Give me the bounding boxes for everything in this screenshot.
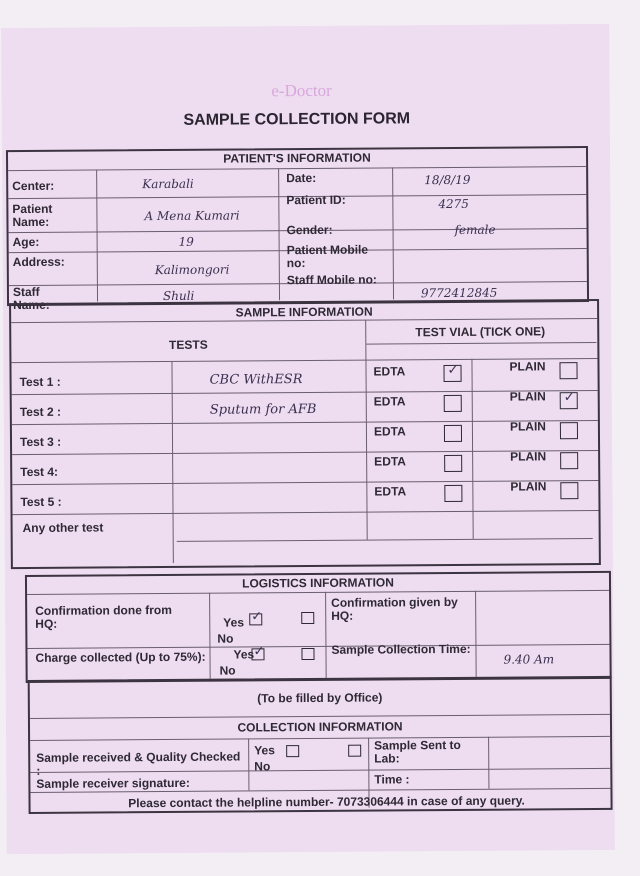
charge-yes-tick: ✓ — [253, 643, 265, 659]
office-note: (To be filled by Office) — [257, 690, 383, 706]
center-label: Center: — [12, 178, 55, 194]
address-label: Address: — [12, 254, 65, 270]
charge-label: Charge collected (Up to 75%): — [35, 649, 206, 665]
edta-label: EDTA — [373, 424, 406, 439]
confirm-done-yes: Yes — [223, 615, 245, 630]
date-value: 18/8/19 — [424, 172, 471, 188]
center-value: Karabali — [142, 176, 194, 192]
test-label: Test 5 : — [20, 494, 62, 510]
test-label: Test 2 : — [19, 404, 61, 420]
plain-checkbox[interactable] — [560, 422, 578, 439]
staff-name-value: Shuli — [162, 288, 195, 304]
received-no: No — [254, 759, 271, 774]
address-value: Kalimongori — [154, 262, 230, 278]
form-sheet — [1, 24, 615, 854]
charge-yes: Yes — [233, 647, 255, 662]
plain-label: PLAIN — [509, 359, 546, 374]
edta-checkbox[interactable] — [444, 455, 462, 472]
gender-label: Gender: — [286, 222, 333, 238]
plain-checkbox[interactable] — [560, 452, 578, 469]
time-label: Time : — [374, 772, 410, 787]
logistics-section-title: LOGISTICS INFORMATION — [242, 575, 394, 591]
patient-mobile-label: Patient Mobile no: — [286, 242, 369, 271]
confirm-done-label: Confirmation done from HQ: — [35, 602, 172, 631]
staff-name-label: Staff Name: — [12, 284, 50, 313]
patient-id-value: 4275 — [438, 196, 469, 212]
edta-label: EDTA — [374, 484, 407, 499]
patient-id-label: Patient ID: — [286, 192, 346, 208]
received-yes-checkbox[interactable] — [286, 745, 299, 757]
brand-watermark: e-Doctor — [271, 80, 332, 101]
received-no-checkbox[interactable] — [348, 745, 361, 757]
confirm-done-no: No — [217, 631, 234, 646]
edta-label: EDTA — [374, 454, 406, 469]
plain-checkbox[interactable] — [560, 482, 578, 499]
test-label: Test 1 : — [19, 374, 61, 390]
plain-label: PLAIN — [510, 479, 547, 494]
age-value: 19 — [178, 234, 194, 249]
vial-header: TEST VIAL (TICK ONE) — [415, 324, 546, 340]
plain-label: PLAIN — [509, 419, 546, 434]
plain-label: PLAIN — [509, 389, 546, 404]
form-title: SAMPLE COLLECTION FORM — [183, 110, 411, 129]
collection-time-value: 9.40 Am — [503, 652, 555, 667]
collection-time-label: Sample Collection Time: — [331, 641, 471, 657]
tests-header: TESTS — [168, 337, 208, 352]
sample-section-title: SAMPLE INFORMATION — [235, 304, 373, 320]
plain-label: PLAIN — [510, 449, 547, 464]
test-label: Test 4: — [20, 464, 59, 480]
received-label: Sample received & Quality Checked : — [36, 749, 241, 778]
edta-checkbox[interactable] — [444, 395, 462, 412]
edta-label: EDTA — [373, 364, 406, 379]
edta-label: EDTA — [373, 394, 406, 409]
signature-label: Sample receiver signature: — [36, 775, 190, 791]
edta-tick: ✓ — [447, 361, 459, 378]
collection-section-title: COLLECTION INFORMATION — [237, 719, 403, 735]
edta-checkbox[interactable] — [444, 485, 462, 502]
gender-value: female — [454, 222, 496, 237]
plain-checkbox[interactable] — [559, 362, 577, 379]
received-yes: Yes — [254, 743, 275, 758]
test-label: Test 3 : — [19, 434, 62, 450]
age-label: Age: — [12, 234, 40, 250]
test-value: Sputum for AFB — [209, 401, 317, 418]
patient-section-title: PATIENT'S INFORMATION — [223, 150, 371, 166]
test-value: CBC WithESR — [209, 372, 303, 388]
edta-checkbox[interactable] — [444, 425, 462, 442]
sent-label: Sample Sent to Lab: — [374, 737, 461, 766]
patient-name-label: Patient Name: — [12, 201, 53, 230]
confirm-given-label: Confirmation given by HQ: — [331, 594, 458, 623]
footer-note: Please contact the helpline number- 7073306444 in case of any query. — [128, 793, 525, 811]
charge-no: No — [219, 663, 236, 678]
date-label: Date: — [286, 170, 317, 186]
staff-mobile-value: 9772412845 — [420, 285, 498, 301]
charge-no-checkbox[interactable] — [301, 648, 314, 660]
staff-mobile-label: Staff Mobile no: — [286, 272, 377, 288]
plain-tick: ✓ — [563, 389, 575, 405]
patient-name-value: A Mena Kumari — [144, 208, 240, 224]
confirm-done-yes-tick: ✓ — [251, 608, 263, 624]
confirm-done-no-checkbox[interactable] — [301, 612, 314, 624]
other-test-label: Any other test — [22, 520, 104, 535]
